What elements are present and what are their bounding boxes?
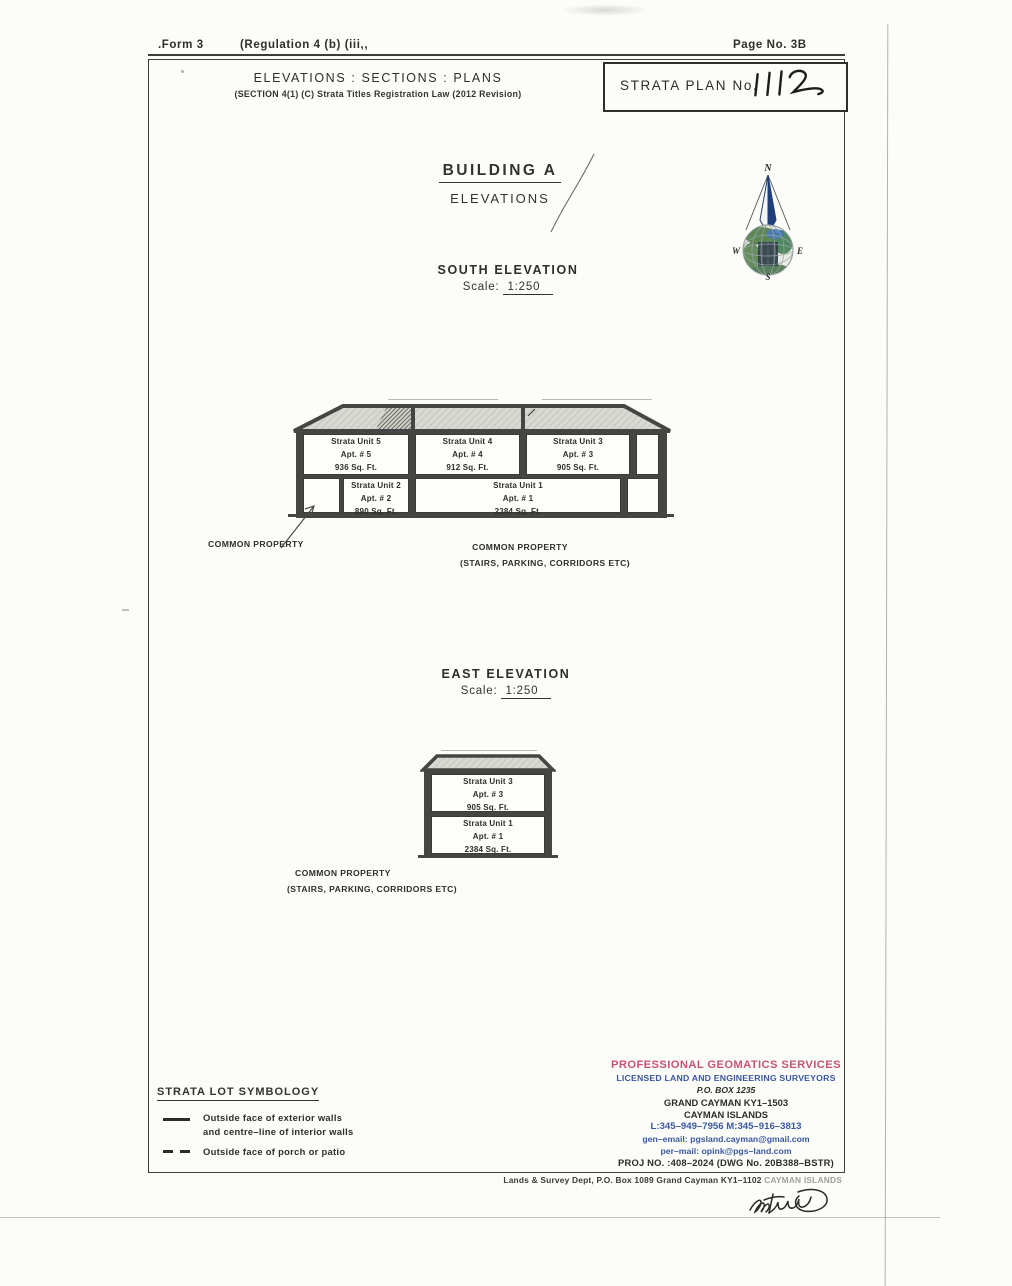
unit-name: Strata Unit 4: [442, 437, 493, 446]
roof-faint-line: [441, 750, 537, 751]
scale-value: 1:250: [503, 281, 553, 295]
unit-apt: Apt. # 3: [472, 790, 504, 799]
south-roof: [290, 403, 674, 434]
east-elevation-building: [424, 770, 552, 858]
handwritten-plan-number: [748, 66, 840, 102]
compass-rose: [731, 158, 805, 282]
scan-smudge: [560, 4, 650, 16]
page-number-label: Page No. 3B: [733, 39, 807, 51]
strata-unit-5: [303, 434, 409, 475]
compass-globe: [742, 225, 793, 278]
unit-area: 905 Sq. Ft.: [556, 463, 600, 472]
unit-area: 2384 Sq. Ft.: [464, 845, 512, 854]
unit-name: Strata Unit 5: [331, 437, 381, 446]
strata-unit-3-east: [431, 774, 545, 812]
unit-apt: Apt. # 3: [562, 450, 594, 459]
form-number-label: .Form 3: [158, 39, 204, 51]
pen-flourish-line: [548, 152, 600, 236]
unit-area: 905 Sq. Ft.: [466, 803, 510, 812]
strata-unit-4: [415, 434, 520, 475]
project-number: PROJ NO. :408–2024 (DWG No. 20B388–BSTR): [618, 1157, 834, 1169]
dept-line-text: Lands & Survey Dept, P.O. Box 1089 Grand Cayman KY1–1102: [503, 1175, 765, 1185]
compass-north-label: N: [764, 163, 772, 174]
building-title: BUILDING A: [400, 162, 600, 180]
legend-item-porch-patio: [203, 1145, 345, 1159]
dept-line-faded-text: CAYMAN ISLANDS: [764, 1175, 842, 1185]
surveyor-po-box: P.O. BOX 1235: [696, 1084, 756, 1095]
common-property-pointer-label: COMMON PROPERTY: [208, 539, 304, 549]
south-elevation-scale: [388, 281, 628, 293]
legend-item-text: Outside face of exterior walls: [203, 1112, 343, 1123]
common-property-note-line1: COMMON PROPERTY: [472, 542, 568, 552]
roof-faint-line: [542, 399, 652, 400]
solid-line-symbol: [163, 1118, 190, 1121]
compass-south-label: S: [765, 272, 771, 282]
surveyor-title-block: [606, 1060, 846, 1171]
unit-apt: Apt. # 1: [472, 832, 504, 841]
common-property-note-line2: (STAIRS, PARKING, CORRIDORS ETC): [287, 884, 458, 894]
scale-label: Scale:: [460, 685, 498, 697]
regulation-label: (Regulation 4 (b) (iii,,: [240, 39, 369, 51]
strata-unit-1: [415, 478, 621, 516]
compass-west-label: W: [731, 246, 741, 256]
unit-area: 912 Sq. Ft.: [446, 463, 489, 472]
compass-east-label: E: [796, 246, 804, 256]
header-rule: [148, 54, 845, 56]
scan-edge-line-vertical: [885, 24, 889, 1286]
common-property-cell: [627, 478, 659, 513]
east-elevation-title: EAST ELEVATION: [441, 667, 571, 681]
document-title: ELEVATIONS : SECTIONS : PLANS: [253, 71, 503, 85]
unit-name: Strata Unit 2: [351, 481, 401, 490]
south-elevation-building: [296, 431, 667, 518]
surveyor-address: GRAND CAYMAN KY1–1503: [663, 1096, 789, 1108]
surveyor-phones: L:345–949–7956 M:345–916–3813: [650, 1121, 802, 1133]
unit-area: 936 Sq. Ft.: [334, 463, 378, 472]
dashed-line-symbol: [163, 1150, 190, 1153]
roof-faint-line: [388, 399, 498, 400]
building-subtitle: ELEVATIONS: [450, 191, 550, 206]
surveyor-country: CAYMAN ISLANDS: [683, 1108, 769, 1120]
unit-name: Strata Unit 1: [463, 819, 513, 828]
surveyor-gen-email: gen–email: pgsland.cayman@gmail.com: [642, 1133, 810, 1144]
unit-name: Strata Unit 1: [493, 481, 543, 490]
east-elevation-scale: [386, 685, 626, 697]
strata-unit-1-east: [431, 816, 545, 854]
common-property-cell: [636, 434, 659, 475]
legend-item-text: and centre–line of interior walls: [203, 1125, 354, 1137]
surveyor-per-email: per–mail: opink@pgs–land.com: [660, 1145, 792, 1156]
scale-value: 1:250: [501, 685, 551, 699]
unit-name: Strata Unit 3: [463, 777, 513, 786]
surveyor-name: PROFESSIONAL GEOMATICS SERVICES: [611, 1059, 841, 1071]
unit-apt: Apt. # 1: [502, 494, 534, 503]
unit-apt: Apt. # 4: [452, 450, 483, 459]
common-property-note-line2: (STAIRS, PARKING, CORRIDORS ETC): [459, 558, 631, 568]
legend-title: STRATA LOT SYMBOLOGY: [157, 1086, 319, 1098]
legend-item-exterior-walls: [203, 1111, 354, 1138]
scale-label: Scale:: [462, 281, 500, 293]
common-property-note-line1: COMMON PROPERTY: [295, 868, 391, 878]
lands-survey-dept-line: [440, 1175, 842, 1185]
document-subtitle: (SECTION 4(1) (C) Strata Titles Registration Law (2012 Revision): [234, 89, 522, 99]
unit-apt: Apt. # 5: [340, 450, 372, 459]
signature: [746, 1186, 838, 1220]
unit-name: Strata Unit 3: [553, 437, 603, 446]
south-elevation-title: SOUTH ELEVATION: [437, 263, 579, 277]
surveyor-tagline: LICENSED LAND AND ENGINEERING SURVEYORS: [616, 1073, 836, 1084]
scan-speck: [122, 609, 129, 611]
strata-plan-label: STRATA PLAN No.: [620, 78, 759, 93]
unit-area: 890 Sq. Ft.: [354, 507, 398, 516]
unit-area: 2384 Sq. Ft.: [494, 507, 542, 516]
unit-apt: Apt. # 2: [360, 494, 392, 503]
strata-unit-2: [343, 478, 409, 516]
strata-unit-3: [526, 434, 630, 475]
legend-item-text: Outside face of porch or patio: [203, 1146, 346, 1157]
